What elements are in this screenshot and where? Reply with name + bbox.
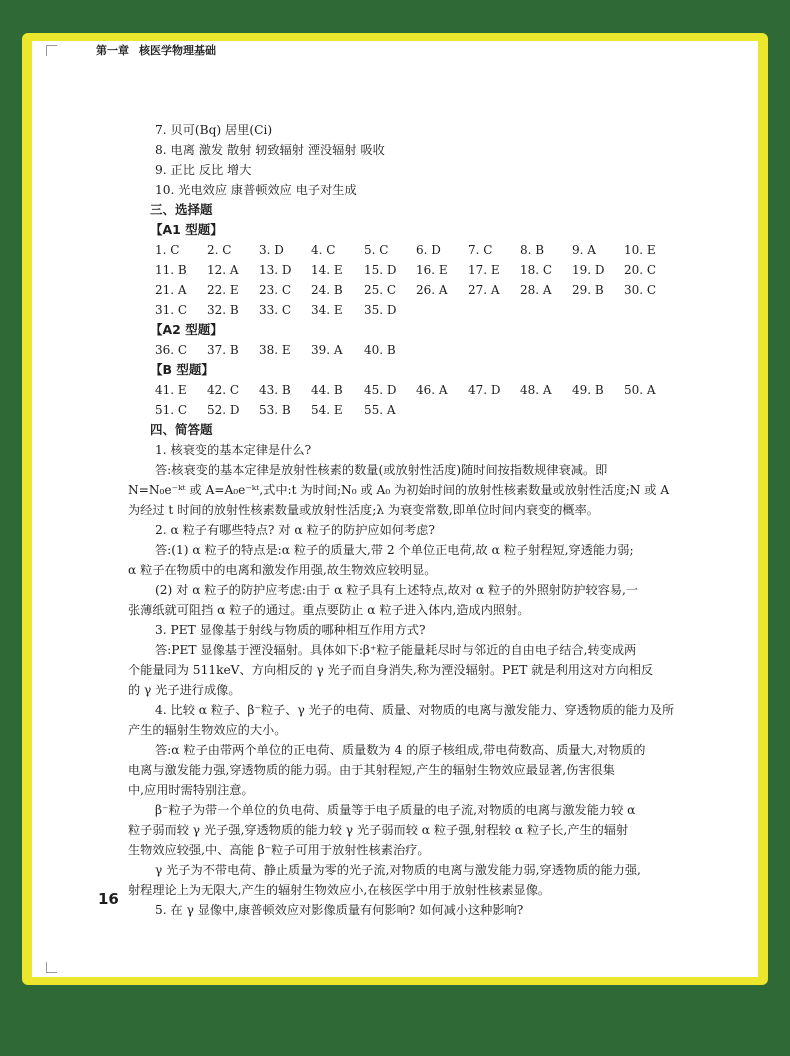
answer-item: 53. B bbox=[259, 403, 291, 417]
answer-item: 48. A bbox=[520, 383, 552, 397]
answer-item: 13. D bbox=[259, 263, 292, 277]
body-text-line: 为经过 t 时间的放射性核素数量或放射性活度;λ 为衰变常数,即单位时间内衰变的概率。 bbox=[128, 503, 599, 517]
answer-item: 16. E bbox=[416, 263, 448, 277]
chapter-title: 核医学物理基础 bbox=[139, 44, 216, 57]
answer-item: 41. E bbox=[155, 383, 187, 397]
question-type-label: 【A2 型题】 bbox=[150, 322, 223, 337]
answer-item: 31. C bbox=[155, 303, 188, 317]
answer-item: 39. A bbox=[311, 343, 343, 357]
answer-item: 54. E bbox=[311, 403, 343, 417]
answer-item: 23. C bbox=[259, 283, 292, 297]
answer-item: 18. C bbox=[520, 263, 553, 277]
answer-item: 10. E bbox=[624, 243, 656, 257]
body-text-line: 答:核衰变的基本定律是放射性核素的数量(或放射性活度)随时间按指数规律衰减。即 bbox=[155, 463, 608, 477]
body-text-line: 产生的辐射生物效应的大小。 bbox=[128, 723, 287, 737]
answer-item: 27. A bbox=[468, 283, 500, 297]
body-text-line: 射程理论上为无限大,产生的辐射生物效应小,在核医学中用于放射性核素显像。 bbox=[128, 883, 551, 897]
answer-item: 7. C bbox=[468, 243, 493, 257]
answer-item: 36. C bbox=[155, 343, 188, 357]
answer-item: 32. B bbox=[207, 303, 239, 317]
body-text-line: 张薄纸就可阻挡 α 粒子的通过。重点要防止 α 粒子进入体内,造成内照射。 bbox=[128, 603, 530, 617]
answer-item: 34. E bbox=[311, 303, 343, 317]
answer-item: 50. A bbox=[624, 383, 656, 397]
answer-item: 42. C bbox=[207, 383, 240, 397]
answer-item: 55. A bbox=[364, 403, 396, 417]
answer-item: 15. D bbox=[364, 263, 397, 277]
answer-item: 24. B bbox=[311, 283, 343, 297]
answer-item: 37. B bbox=[207, 343, 239, 357]
body-text-line: 粒子弱而较 γ 光子强,穿透物质的能力较 γ 光子弱而较 α 粒子强,射程较 α 粒子长,产生的辐射 bbox=[128, 823, 629, 837]
answer-item: 28. A bbox=[520, 283, 552, 297]
body-text-line: 5. 在 γ 显像中,康普顿效应对影像质量有何影响? 如何减小这种影响? bbox=[155, 903, 524, 917]
body-text-line: 2. α 粒子有哪些特点? 对 α 粒子的防护应如何考虑? bbox=[155, 523, 435, 537]
answer-item: 47. D bbox=[468, 383, 501, 397]
body-text-line: β⁻粒子为带一个单位的负电荷、质量等于电子质量的电子流,对物质的电离与激发能力较 α bbox=[155, 803, 636, 817]
question-type-label: 【B 型题】 bbox=[150, 362, 214, 377]
answer-item: 30. C bbox=[624, 283, 657, 297]
body-text-line: 4. 比较 α 粒子、β⁻粒子、γ 光子的电荷、质量、对物质的电离与激发能力、穿透物质的能力及所 bbox=[155, 703, 675, 717]
answer-item: 29. B bbox=[572, 283, 604, 297]
answer-item: 49. B bbox=[572, 383, 604, 397]
body-text-line: 3. PET 显像基于射线与物质的哪种相互作用方式? bbox=[155, 623, 426, 637]
answer-item: 11. B bbox=[155, 263, 187, 277]
answer-item: 8. B bbox=[520, 243, 545, 257]
chapter-number: 第一章 bbox=[96, 44, 129, 57]
page-number: 16 bbox=[98, 890, 119, 908]
answer-item: 43. B bbox=[259, 383, 291, 397]
body-text-line: 答:PET 显像基于湮没辐射。具体如下:β⁺粒子能量耗尽时与邻近的自由电子结合,转变成两 bbox=[155, 643, 637, 657]
body-text-line: 生物效应较强,中、高能 β⁻粒子可用于放射性核素治疗。 bbox=[128, 843, 430, 857]
section-heading: 三、选择题 bbox=[150, 202, 213, 217]
answer-item: 17. E bbox=[468, 263, 500, 277]
answer-item: 26. A bbox=[416, 283, 448, 297]
answer-item: 2. C bbox=[207, 243, 232, 257]
answer-item: 33. C bbox=[259, 303, 292, 317]
answer-item: 38. E bbox=[259, 343, 291, 357]
crop-mark-top-left bbox=[46, 45, 57, 56]
body-text-line: 电离与激发能力强,穿透物质的能力弱。由于其射程短,产生的辐射生物效应最显著,伤害很集 bbox=[128, 763, 615, 777]
answer-item: 46. A bbox=[416, 383, 448, 397]
answer-item: 3. D bbox=[259, 243, 284, 257]
answer-item: 51. C bbox=[155, 403, 188, 417]
body-text-line: 中,应用时需特别注意。 bbox=[128, 783, 254, 797]
answer-item: 4. C bbox=[311, 243, 336, 257]
answer-item: 40. B bbox=[364, 343, 396, 357]
answer-item: 9. A bbox=[572, 243, 596, 257]
crop-mark-bottom-left bbox=[46, 962, 57, 973]
body-text-line: 答:(1) α 粒子的特点是:α 粒子的质量大,带 2 个单位正电荷,故 α 粒子射程短,穿透能力弱; bbox=[155, 543, 634, 557]
section-heading: 四、简答题 bbox=[150, 422, 213, 437]
body-text-line: (2) 对 α 粒子的防护应考虑:由于 α 粒子具有上述特点,故对 α 粒子的外照射防护较容易,一 bbox=[155, 583, 639, 597]
body-text-line: α 粒子在物质中的电离和激发作用强,故生物效应较明显。 bbox=[128, 563, 437, 577]
answer-item: 14. E bbox=[311, 263, 343, 277]
fill-answer-line: 10. 光电效应 康普顿效应 电子对生成 bbox=[155, 183, 357, 197]
answer-item: 35. D bbox=[364, 303, 397, 317]
answer-item: 44. B bbox=[311, 383, 343, 397]
body-text-line: 的 γ 光子进行成像。 bbox=[128, 683, 241, 697]
body-text-line: 答:α 粒子由带两个单位的正电荷、质量数为 4 的原子核组成,带电荷数高、质量大,对物质的 bbox=[155, 743, 646, 757]
body-text-line: 1. 核衰变的基本定律是什么? bbox=[155, 443, 312, 457]
fill-answer-line: 7. 贝可(Bq) 居里(Ci) bbox=[155, 123, 273, 137]
answer-item: 25. C bbox=[364, 283, 397, 297]
body-text-line: N=N₀e⁻ᵏᵗ 或 A=A₀e⁻ᵏᵗ,式中:t 为时间;N₀ 或 A₀ 为初始时间的放射性核素数量或放射性活度;N 或 A bbox=[128, 483, 670, 497]
answer-item: 12. A bbox=[207, 263, 239, 277]
running-header bbox=[96, 42, 216, 58]
fill-answer-line: 8. 电离 激发 散射 轫致辐射 湮没辐射 吸收 bbox=[155, 143, 385, 157]
answer-item: 22. E bbox=[207, 283, 239, 297]
answer-item: 6. D bbox=[416, 243, 441, 257]
answer-item: 5. C bbox=[364, 243, 389, 257]
fill-answer-line: 9. 正比 反比 增大 bbox=[155, 163, 252, 177]
answer-item: 1. C bbox=[155, 243, 180, 257]
answer-item: 45. D bbox=[364, 383, 397, 397]
body-text-line: γ 光子为不带电荷、静止质量为零的光子流,对物质的电离与激发能力弱,穿透物质的能力强, bbox=[155, 863, 641, 877]
answer-item: 52. D bbox=[207, 403, 240, 417]
answer-item: 20. C bbox=[624, 263, 657, 277]
answer-item: 21. A bbox=[155, 283, 187, 297]
body-text-line: 个能量同为 511keV、方向相反的 γ 光子而自身消失,称为湮没辐射。PET 就是利用这对方向相反 bbox=[128, 663, 654, 677]
answer-item: 19. D bbox=[572, 263, 605, 277]
question-type-label: 【A1 型题】 bbox=[150, 222, 223, 237]
